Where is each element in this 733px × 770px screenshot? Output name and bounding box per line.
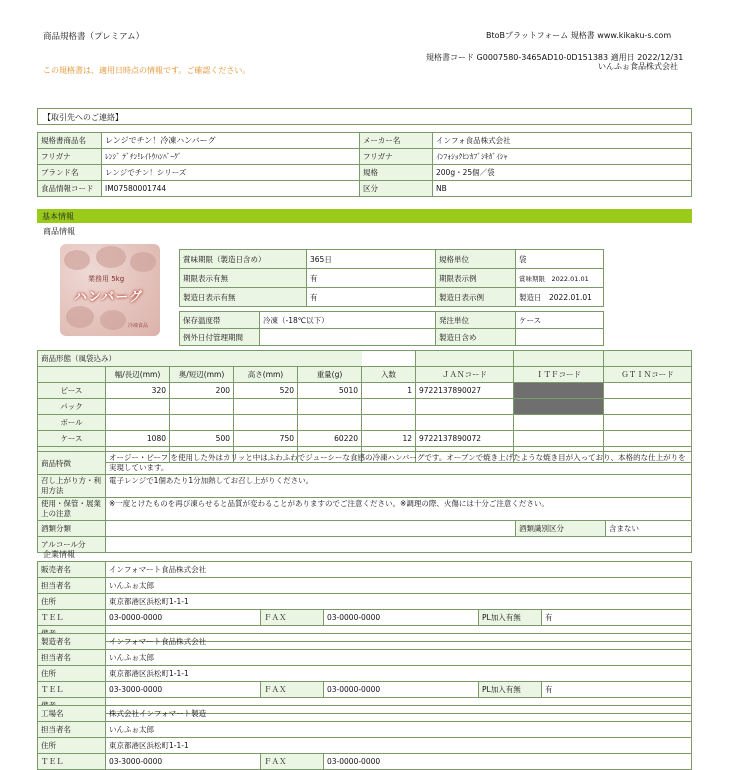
storage-temp-label: 保存温度帯	[180, 312, 260, 329]
maker-addr-label: 住所	[38, 666, 106, 682]
piece-depth: 200	[170, 383, 234, 399]
table-row	[38, 521, 692, 537]
table-row	[38, 634, 692, 650]
maker-pl-value: 有	[542, 682, 692, 698]
piece-qty: 1	[362, 383, 416, 399]
table-row	[180, 269, 604, 288]
table-row	[38, 562, 692, 578]
table-row	[180, 312, 604, 329]
table-row	[38, 498, 692, 521]
seller-table	[37, 561, 692, 642]
table-row	[38, 537, 692, 553]
row-piece-label: ピース	[38, 383, 106, 399]
category-label: 区分	[360, 181, 433, 197]
image-caption-title: ハンバーグ	[74, 290, 144, 305]
features-label: 商品特徴	[38, 452, 106, 475]
piece-height: 520	[234, 383, 298, 399]
furigana-label: フリガナ	[38, 149, 102, 165]
furigana-value: ﾚﾝｼﾞ ﾃﾞﾁﾝ!ﾚｲﾄｳﾊﾝﾊﾞｰｸﾞ	[102, 149, 360, 165]
order-unit-label: 発注単位	[436, 312, 516, 329]
expiry-example-label: 期限表示例	[436, 269, 516, 288]
platform-url: BtoBプラットフォーム 規格書 www.kikaku-s.com	[486, 31, 672, 40]
mfg-example-label: 製造日表示例	[436, 288, 516, 307]
col-jan: ＪＡＮコード	[416, 367, 514, 383]
maker-furigana-label: フリガナ	[360, 149, 433, 165]
expiry-display-label: 期限表示有無	[180, 269, 307, 288]
table-row	[38, 475, 692, 498]
col-weight: 重量(g)	[298, 367, 362, 383]
maker-pl-label: PL加入有無	[479, 682, 542, 698]
seller-tel-label: ＴＥＬ	[38, 610, 106, 626]
table-row	[38, 738, 692, 754]
seller-pl-value: 有	[542, 610, 692, 626]
exception-date-label: 例外日付管理期間	[180, 329, 260, 346]
seller-tel-value: 03-0000-0000	[106, 610, 261, 626]
document-title: 商品規格書（プレミアム）	[43, 32, 145, 42]
col-itf: ＩＴＦコード	[514, 367, 604, 383]
maker-value: インフォ食品株式会社	[433, 133, 692, 149]
table-row	[38, 165, 692, 181]
seller-person-label: 担当者名	[38, 578, 106, 594]
maker-name-label: 製造者名	[38, 634, 106, 650]
maker-person-value: いんふぉ太郎	[106, 650, 692, 666]
factory-addr-value: 東京都港区浜松町1-1-1	[106, 738, 692, 754]
case-jan: 9722137890072	[416, 431, 514, 447]
maker-addr-value: 東京都港区浜松町1-1-1	[106, 666, 692, 682]
image-caption-size: 業務用 5kg	[88, 275, 125, 283]
table-row	[38, 452, 692, 475]
unit-value: 袋	[516, 250, 604, 269]
product-info-heading: 商品情報	[43, 227, 75, 236]
table-row	[38, 650, 692, 666]
factory-tel-label: ＴＥＬ	[38, 754, 106, 770]
maker-label: メーカー名	[360, 133, 433, 149]
col-depth: 奥/短辺(mm)	[170, 367, 234, 383]
table-row	[38, 706, 692, 722]
storage-temp-value: 冷凍（-18℃以下）	[260, 312, 436, 329]
col-height: 高さ(mm)	[234, 367, 298, 383]
maker-furigana-value: ｲﾝﾌｫｼｮｸﾋﾝｶﾌﾞｼｷｶﾞｲｼｬ	[433, 149, 692, 165]
row-ball-label: ボール	[38, 415, 106, 431]
liquor-class-label: 酒類識別区分	[516, 521, 606, 537]
table-row	[38, 399, 692, 415]
food-code-label: 食品情報コード	[38, 181, 102, 197]
mfg-example-value: 製造日 2022.01.01	[516, 288, 604, 307]
case-height: 750	[234, 431, 298, 447]
table-row	[38, 133, 692, 149]
contact-section: 【取引先へのご連絡】	[37, 108, 692, 125]
seller-addr-label: 住所	[38, 594, 106, 610]
storage-table	[179, 311, 604, 346]
row-pack-label: パック	[38, 399, 106, 415]
table-row	[180, 250, 604, 269]
table-row	[38, 722, 692, 738]
table-row	[38, 415, 692, 431]
table-row	[38, 383, 692, 399]
factory-table	[37, 705, 692, 770]
factory-fax-label: ＦＡＸ	[261, 754, 324, 770]
factory-name-label: 工場名	[38, 706, 106, 722]
table-row	[180, 288, 604, 307]
factory-fax-value: 03-0000-0000	[324, 754, 692, 770]
maker-fax-value: 03-0000-0000	[324, 682, 479, 698]
product-name-label: 規格書商品名	[38, 133, 102, 149]
product-name-value: レンジでチン！冷凍ハンバーグ	[102, 133, 360, 149]
mfg-include-label: 製造日含め	[436, 329, 516, 346]
factory-tel-value: 03-3000-0000	[106, 754, 261, 770]
factory-addr-label: 住所	[38, 738, 106, 754]
table-row	[38, 610, 692, 626]
piece-weight: 5010	[298, 383, 362, 399]
shelf-life-value: 365日	[307, 250, 436, 269]
description-table	[37, 451, 692, 553]
seller-addr-value: 東京都港区浜松町1-1-1	[106, 594, 692, 610]
packaging-table	[37, 350, 692, 463]
piece-jan: 9722137890027	[416, 383, 514, 399]
expiry-example-value: 賞味期限 2022.01.01	[516, 269, 604, 288]
usage-label: 召し上がり方・利用方法	[38, 475, 106, 498]
expiry-display-value: 有	[307, 269, 436, 288]
factory-name-value: 株式会社インフォマート製造	[106, 706, 692, 722]
notice-text: この規格書は、適用日時点の情報です。ご確認ください。	[43, 66, 251, 75]
factory-person-value: いんふぉ太郎	[106, 722, 692, 738]
company-info-heading: 企業情報	[43, 550, 75, 559]
mfg-display-value: 有	[307, 288, 436, 307]
shelf-life-label: 賞味期限（製造日含め）	[180, 250, 307, 269]
exception-date-value	[260, 329, 436, 346]
pack-itf	[514, 399, 604, 415]
factory-person-label: 担当者名	[38, 722, 106, 738]
spec-value: 200g・25個／袋	[433, 165, 692, 181]
case-weight: 60220	[298, 431, 362, 447]
maker-tel-value: 03-3000-0000	[106, 682, 261, 698]
table-row	[38, 666, 692, 682]
image-caption-type: 冷凍食品	[128, 323, 149, 329]
table-row	[38, 682, 692, 698]
features-text: オージー・ビーフ を使用した外はカリッと中はふわふわでジューシーな食感の冷凍ハンバーグです。オーブンで焼き上げたような焼き目が入っており、本格的な仕上がりを実現しています。	[106, 452, 692, 475]
maker-person-label: 担当者名	[38, 650, 106, 666]
spec-label: 規格	[360, 165, 433, 181]
row-case-label: ケース	[38, 431, 106, 447]
caution-text: ※一度とけたものを再び凍らせると品質が変わることがありますのでご注意ください。※調理の際、火傷には十分ご注意ください。	[106, 498, 692, 521]
brand-label: ブランド名	[38, 165, 102, 181]
table-row	[180, 329, 604, 346]
unit-label: 規格単位	[436, 250, 516, 269]
table-row	[38, 367, 692, 383]
shelf-life-table	[179, 249, 604, 307]
piece-itf	[514, 383, 604, 399]
table-row	[38, 578, 692, 594]
table-row	[38, 431, 692, 447]
basic-info-header: 基本情報	[37, 209, 692, 223]
seller-fax-label: ＦＡＸ	[261, 610, 324, 626]
table-row	[38, 149, 692, 165]
category-value: NB	[433, 181, 692, 197]
seller-name-label: 販売者名	[38, 562, 106, 578]
product-image	[60, 244, 160, 336]
seller-pl-label: PL加入有無	[479, 610, 542, 626]
product-table	[37, 132, 692, 197]
maker-tel-label: ＴＥＬ	[38, 682, 106, 698]
mfg-include-value	[516, 329, 604, 346]
order-unit-value: ケース	[516, 312, 604, 329]
brand-value: レンジでチン！シリーズ	[102, 165, 360, 181]
mfg-display-label: 製造日表示有無	[180, 288, 307, 307]
seller-name-value: インフォマート食品株式会社	[106, 562, 692, 578]
company-name: いんふぉ食品株式会社	[598, 62, 678, 71]
usage-text: 電子レンジで1個あたり1分加熱してお召し上がりください。	[106, 475, 692, 498]
maker-fax-label: ＦＡＸ	[261, 682, 324, 698]
col-gtin: ＧＴＩＮコード	[604, 367, 692, 383]
case-qty: 12	[362, 431, 416, 447]
spec-code: 規格書コード G0007580-3465AD10-0D151383 適用日 2022/12/31	[426, 53, 684, 62]
case-depth: 500	[170, 431, 234, 447]
packaging-title: 商品形態（風袋込み）	[38, 351, 362, 367]
table-row	[38, 594, 692, 610]
table-row	[38, 351, 692, 367]
col-qty: 入数	[362, 367, 416, 383]
col-width: 幅/長辺(mm)	[106, 367, 170, 383]
seller-fax-value: 03-0000-0000	[324, 610, 479, 626]
maker-name-value: インフォマート食品株式会社	[106, 634, 692, 650]
liquor-class-value: 含まない	[606, 521, 692, 537]
seller-person-value: いんふぉ太郎	[106, 578, 692, 594]
piece-gtin	[604, 383, 692, 399]
piece-width: 320	[106, 383, 170, 399]
maker-table	[37, 633, 692, 714]
liquor-label: 酒類分類	[38, 521, 106, 537]
alcohol-label: アルコール分	[38, 537, 106, 553]
food-code-value: IM07580001744	[102, 181, 360, 197]
caution-label: 使用・保管・展業上の注意	[38, 498, 106, 521]
case-width: 1080	[106, 431, 170, 447]
table-row	[38, 181, 692, 197]
